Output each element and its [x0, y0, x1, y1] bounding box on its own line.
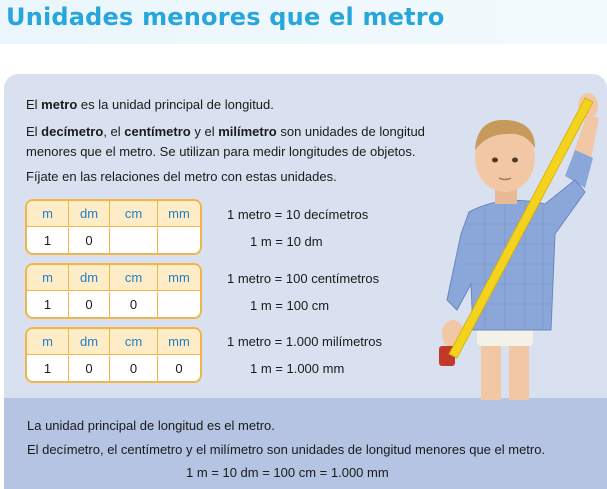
unit-table-mm: [25, 327, 202, 383]
value-cell: 0: [68, 292, 109, 318]
header-cell: mm: [157, 265, 200, 291]
table-header-row: [27, 329, 200, 355]
table-header-row: [27, 265, 200, 291]
boy-with-measuring-tape-illustration: [425, 84, 607, 400]
summary-line-2: El decímetro, el centímetro y el milímetro son unidades de longitud menores que el metro.: [27, 442, 546, 457]
header-cell: mm: [157, 329, 200, 355]
equivalence-symbols: 1 m = 1.000 mm: [250, 361, 345, 376]
header-cell: cm: [109, 329, 157, 355]
header-cell: m: [42, 206, 53, 221]
intro-line-4: Fíjate en las relaciones del metro con estas unidades.: [26, 169, 337, 184]
summary-equivalence: 1 m = 10 dm = 100 cm = 1.000 mm: [186, 465, 389, 480]
unit-table-dm: [25, 199, 202, 255]
equivalence-symbols: 1 m = 10 dm: [250, 234, 323, 249]
header-cell: mm: [157, 201, 200, 227]
page-title: Unidades menores que el metro: [6, 3, 445, 31]
header-cell: dm: [68, 329, 109, 355]
title-band: [0, 0, 607, 44]
header-cell: m: [42, 270, 53, 285]
value-cell: 0: [157, 356, 200, 382]
value-cell: [109, 228, 157, 254]
equivalence-symbols: 1 m = 100 cm: [250, 298, 330, 313]
value-cell: 1: [43, 297, 52, 312]
header-cell: m: [42, 334, 53, 349]
header-cell: cm: [109, 201, 157, 227]
value-cell: 1: [43, 361, 52, 376]
equivalence-words: 1 metro = 10 decímetros: [227, 207, 369, 222]
table-row: [27, 292, 200, 318]
header-cell: cm: [109, 265, 157, 291]
header-cell: dm: [68, 265, 109, 291]
value-cell: [157, 292, 200, 318]
unit-table-cm: [25, 263, 202, 319]
value-cell: 0: [68, 228, 109, 254]
equivalence-words: 1 metro = 1.000 milímetros: [227, 334, 382, 349]
intro-line-2: El decímetro, el centímetro y el milímetro son unidades de longitud: [26, 124, 425, 139]
table-row: [27, 228, 200, 254]
table-row: [27, 356, 200, 382]
equivalence-words: 1 metro = 100 centímetros: [227, 271, 380, 286]
table-header-row: [27, 201, 200, 227]
intro-line-3: menores que el metro. Se utilizan para medir longitudes de objetos.: [26, 144, 416, 159]
value-cell: 0: [109, 292, 157, 318]
header-cell: dm: [68, 201, 109, 227]
value-cell: [157, 228, 200, 254]
value-cell: 1: [43, 233, 52, 248]
summary-line-1: La unidad principal de longitud es el metro.: [27, 418, 275, 433]
intro-line-1: El metro es la unidad principal de longitud.: [26, 97, 274, 112]
value-cell: 0: [68, 356, 109, 382]
value-cell: 0: [109, 356, 157, 382]
